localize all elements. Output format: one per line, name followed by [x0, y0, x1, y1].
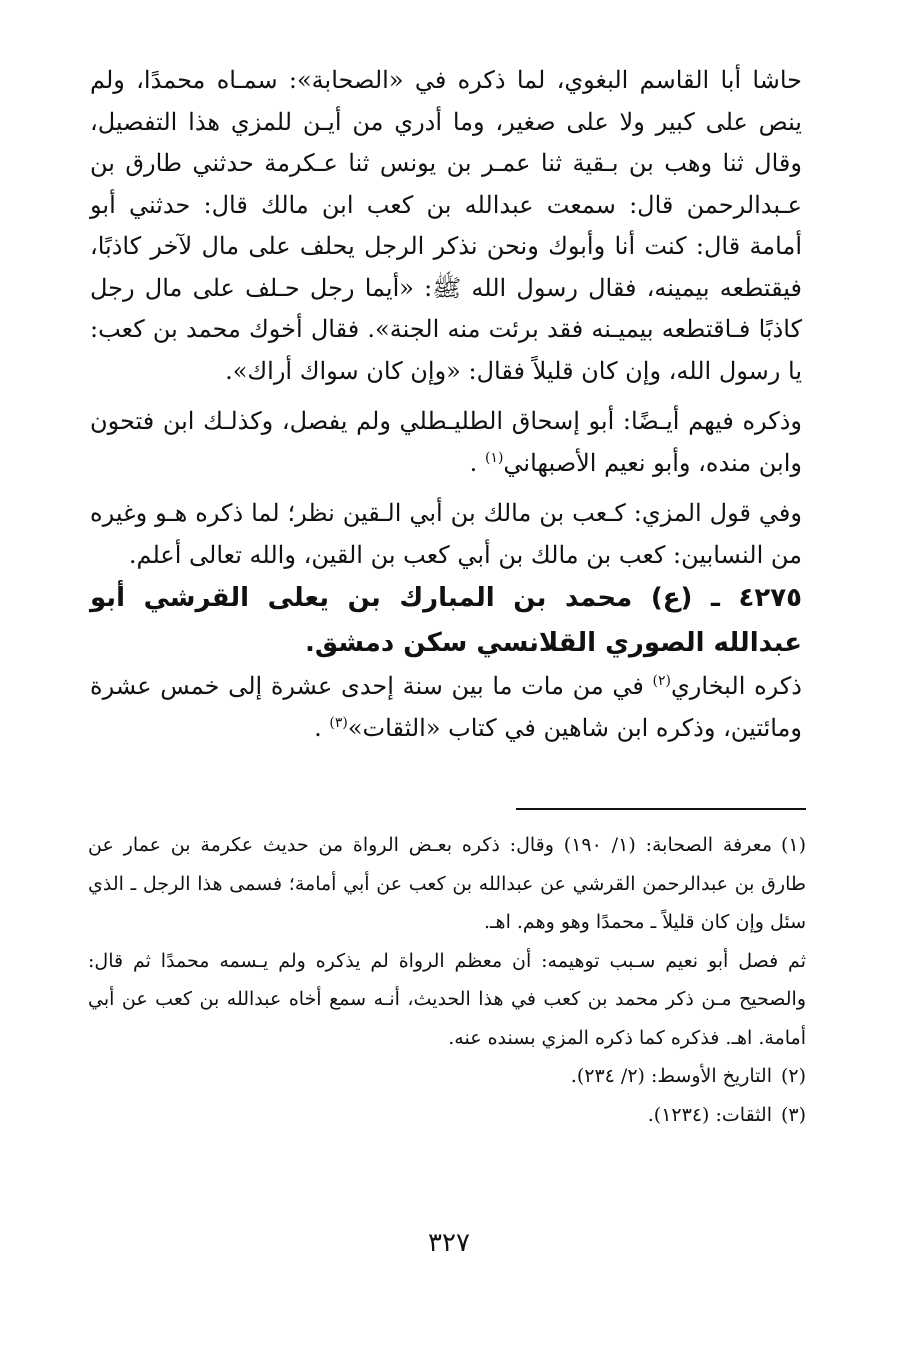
footnote-1 — [88, 826, 806, 942]
paragraph-2 — [90, 401, 802, 484]
main-text — [90, 60, 802, 749]
footnote-1-number: (١) — [780, 834, 806, 856]
footnote-1-continuation: ثم فصل أبو نعيم سـبب توهيمه: أن معظم الرواة لم يذكره ولم يـسمه محمدًا ثم قال: والصحيح مـن ذكر محمد بن كعب في هذا الحديث، أنـه سمع أخاه عبدالله بن كعب عن أبي أمامة. اهـ. فذكره كما ذكره المزي بسنده عنه. — [88, 949, 806, 1049]
footnote-2-number: (٢) — [780, 1065, 806, 1087]
paragraph-4-text-b: في من مات ما بين سنة إحدى عشرة إلى خمس عشرة ومائتين، وذكره ابن شاهين في كتاب «الثقات» — [90, 672, 802, 742]
paragraph-3: وفي قول المزي: كـعب بن مالك بن أبي الـقين نظر؛ لما ذكره هـو وغيره من النسابين: كعب بن مالك بن أبي كعب بن القين، والله تعالى أعلم. — [90, 499, 802, 569]
footnote-3-text: الثقات: (١٢٣٤). — [647, 1103, 772, 1126]
page-number: ٣٢٧ — [428, 1228, 470, 1258]
paragraph-1: حاشا أبا القاسم البغوي، لما ذكره في «الصحابة»: سمـاه محمدًا، ولم ينص على كبير ولا على صغير، وما أدري من أيـن للمزي هذا التفصيل، وقال ثنا وهب بن بـقية ثنا عمـر بن يونس ثنا عـكرمة حدثني طارق بن عـبدالرحمن قال: سمعت عبدالله بن كعب ابن مالك قال: حدثني أبو أمامة قال: كنت أنا وأبوك ونحن نذكر الرجل يحلف على مال لآخر كاذبًا، فيقتطعه بيمينه، فقال رسول الله ﷺ: «أيما رجل حـلف على مال رجل كاذبًا فـاقتطعه بيميـنه فقد برئت منه الجنة». فقال أخوك محمد بن كعب: يا رسول الله، وإن كان قليلاً فقال: «وإن كان سواك أراك». — [90, 66, 803, 385]
footnote-2-text: التاريخ الأوسط: (٢/ ٢٣٤). — [570, 1065, 772, 1087]
entry-title: محمد بن المبارك بن يعلى القرشي أبو عبدالله الصوري القلانسي سكن دمشق. — [90, 583, 802, 658]
paragraph-4-text-a: ذكره البخاري — [671, 672, 802, 700]
footnote-ref-1[interactable]: (١) — [484, 449, 504, 466]
entry-number: ٤٢٧٥ ـ (ع) — [650, 583, 802, 613]
footnote-1-text: معرفة الصحابة: (١/ ١٩٠) وقال: ذكره بعـض الرواة من حديث عكرمة بن عمار عن طارق بن عبدالرحمن القرشي عن عبدالله بن كعب عن أبي أمامة؛ فسمى هذا الرجل ـ الذي سئل وإن كان قليلاً ـ محمدًا وهو وهم. اهـ. — [88, 834, 806, 933]
footnote-divider — [516, 808, 806, 810]
footnote-3-number: (٣) — [780, 1103, 806, 1126]
footnote-ref-3[interactable]: (٣) — [329, 714, 348, 731]
footnotes — [88, 826, 806, 1134]
paragraph-2-end: . — [469, 448, 485, 477]
paragraph-4 — [90, 666, 802, 749]
footnote-2 — [88, 1057, 806, 1096]
paragraph-2-text: وذكره فيهم أيـضًا: أبو إسحاق الطليـطلي ولم يفصل، وكذلـك ابن فتحون وابن منده، وأبو نعيم الأصبهاني — [90, 407, 802, 477]
footnote-3 — [88, 1096, 806, 1135]
entry-heading — [90, 576, 802, 666]
paragraph-4-end: . — [314, 713, 330, 742]
footnote-ref-2[interactable]: (٢) — [652, 673, 671, 689]
